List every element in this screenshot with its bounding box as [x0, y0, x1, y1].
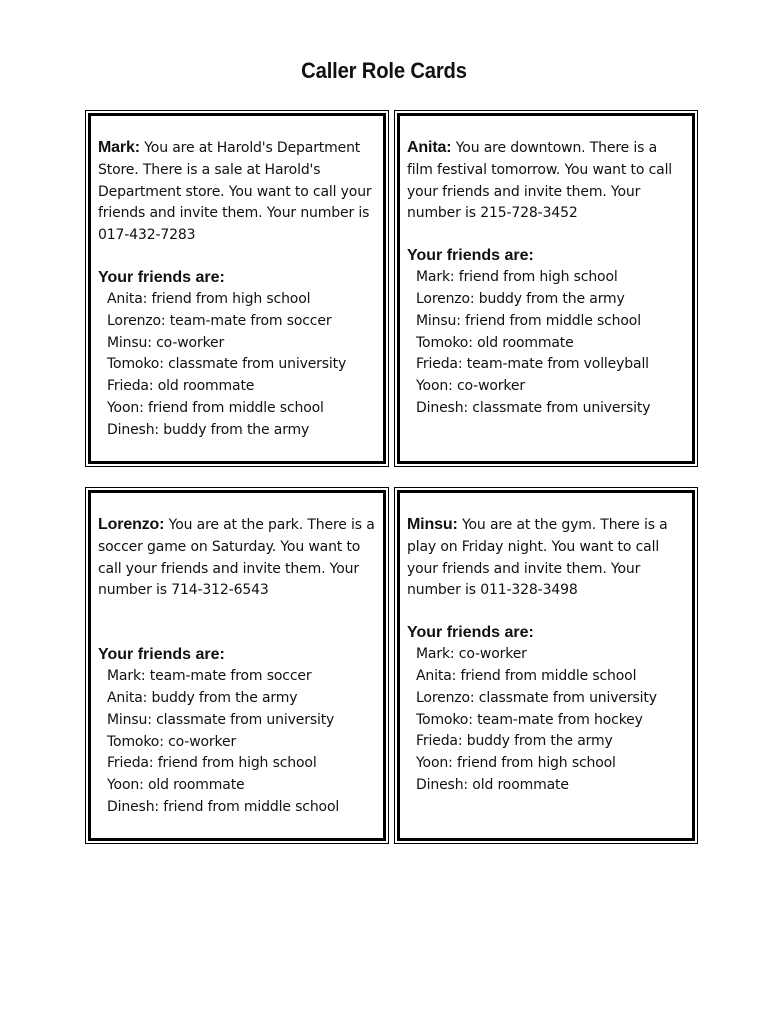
friends-list [407, 267, 685, 420]
page-title: Caller Role Cards [301, 58, 467, 83]
list-item: Dinesh: buddy from the army [107, 421, 310, 438]
list-item: Tomoko: team-mate from hockey [416, 711, 643, 728]
list-item: Frieda: friend from high school [107, 755, 317, 772]
list-item: Dinesh: old roommate [416, 776, 569, 793]
friends-heading: Your friends are: [407, 624, 534, 642]
list-item: Anita: friend from high school [107, 290, 311, 307]
list-item: Minsu: friend from middle school [416, 312, 641, 329]
card-name: Mark [98, 139, 135, 156]
role-card-anita [397, 113, 695, 464]
card-name: Anita [407, 139, 447, 156]
list-item: Yoon: old roommate [107, 777, 245, 794]
colon: : [452, 516, 458, 533]
list-item: Frieda: team-mate from volleyball [416, 356, 649, 373]
friends-list [98, 289, 376, 442]
list-item: Tomoko: co-worker [107, 733, 237, 750]
list-item: Yoon: friend from middle school [107, 399, 324, 416]
list-item: Frieda: old roommate [107, 378, 255, 395]
list-item: Lorenzo: classmate from university [416, 689, 657, 706]
card-intro [407, 137, 685, 225]
friends-heading: Your friends are: [407, 247, 534, 265]
list-item: Mark: team-mate from soccer [107, 668, 312, 685]
list-item: Lorenzo: buddy from the army [416, 290, 625, 307]
card-intro [98, 137, 376, 247]
list-item: Yoon: co-worker [416, 378, 525, 395]
list-item: Mark: friend from high school [416, 269, 618, 286]
list-item: Mark: co-worker [416, 646, 527, 663]
card-name: Lorenzo [98, 516, 160, 533]
card-description: You are at the park. There is a soccer game on Saturday. You want to call your friends and invite them. Your number is 714-312-6543 [98, 517, 375, 599]
list-item: Anita: buddy from the army [107, 689, 298, 706]
role-card-lorenzo [88, 490, 386, 841]
colon: : [134, 139, 140, 156]
friends-list [407, 644, 685, 797]
colon: : [159, 516, 165, 533]
friends-list [98, 666, 376, 819]
list-item: Lorenzo: team-mate from soccer [107, 312, 332, 329]
list-item: Tomoko: old roommate [416, 334, 574, 351]
colon: : [446, 139, 452, 156]
card-description: You are at Harold's Department Store. There is a sale at Harold's Department store. You want to call your friends and invite them. Your number is 017-432-7283 [98, 140, 372, 244]
role-card-mark [88, 113, 386, 464]
card-name: Minsu [407, 516, 453, 533]
list-item: Yoon: friend from high school [416, 755, 616, 772]
card-description: You are downtown. There is a film festival tomorrow. You want to call your friends and invite them. Your number is 215-728-3452 [407, 140, 673, 222]
list-item: Tomoko: classmate from university [107, 356, 347, 373]
list-item: Frieda: buddy from the army [416, 733, 613, 750]
list-item: Dinesh: friend from middle school [107, 798, 340, 815]
list-item: Minsu: co-worker [107, 334, 225, 351]
role-card-minsu [397, 490, 695, 841]
friends-heading: Your friends are: [98, 268, 225, 286]
list-item: Minsu: classmate from university [107, 711, 335, 728]
card-description: You are at the gym. There is a play on Friday night. You want to call your friends and invite them. Your number is 011-328-3498 [407, 517, 668, 599]
card-intro [98, 514, 376, 602]
card-intro [407, 514, 685, 602]
list-item: Dinesh: classmate from university [416, 399, 651, 416]
friends-heading: Your friends are: [98, 646, 225, 664]
list-item: Anita: friend from middle school [416, 667, 637, 684]
